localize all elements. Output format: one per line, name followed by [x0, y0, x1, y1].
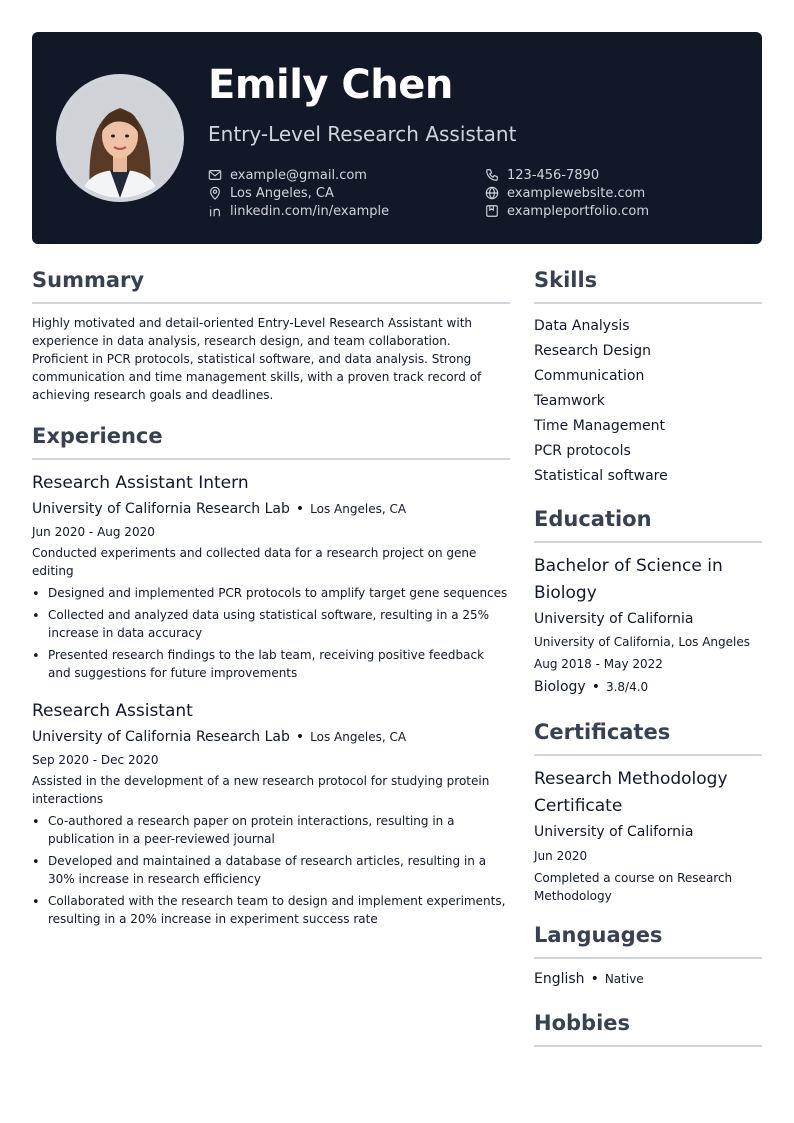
skills-section	[534, 268, 762, 489]
contact-website-text: examplewebsite.com	[507, 185, 646, 201]
contact-portfolio-text: exampleportfolio.com	[507, 203, 649, 219]
skills-heading: Skills	[534, 268, 762, 304]
certificate-name: Research Methodology Certificate	[534, 769, 728, 816]
skill-item: Data Analysis	[534, 318, 630, 334]
job-bullets	[32, 812, 510, 928]
skill-item: PCR protocols	[534, 443, 631, 459]
education-gpa: 3.8/4.0	[605, 680, 649, 694]
left-column	[32, 268, 510, 932]
job-entry	[32, 472, 510, 682]
languages-heading: Languages	[534, 923, 762, 959]
contact-linkedin-text: linkedin.com/in/example	[230, 203, 390, 219]
skill-item: Research Design	[534, 343, 652, 359]
contact-location-text: Los Angeles, CA	[230, 185, 334, 201]
skill-item: Time Management	[534, 418, 665, 434]
job-dates: Jun 2020 - Aug 2020	[32, 525, 155, 539]
job-bullet: • Designed and implemented PCR protocols to amplify target gene sequences	[32, 584, 510, 602]
skill-item: Teamwork	[534, 393, 605, 409]
language-name: English	[534, 971, 585, 987]
degree-title: Bachelor of Science in Biology	[534, 556, 723, 603]
job-org: University of California Research Lab	[32, 729, 290, 745]
contact-linkedin[interactable]	[208, 202, 389, 220]
job-title: Research Assistant	[32, 701, 193, 721]
experience-section	[32, 424, 510, 928]
job-entry	[32, 700, 510, 928]
certificate-issuer: University of California	[534, 824, 694, 840]
job-description: Conducted experiments and collected data for a research project on gene editing	[32, 546, 477, 578]
linkedin-icon	[208, 204, 222, 218]
skills-list	[534, 314, 762, 489]
job-org-line	[32, 500, 510, 518]
separator-dot: •	[295, 501, 305, 517]
contact-portfolio[interactable]	[485, 202, 649, 220]
contact-email-text: example@gmail.com	[230, 167, 367, 183]
location-pin-icon	[208, 186, 222, 200]
portfolio-icon	[485, 204, 499, 218]
job-bullet: • Collected and analyzed data using statistical software, resulting in a 25% increase in data accuracy	[32, 606, 510, 642]
job-location: Los Angeles, CA	[310, 502, 407, 516]
certificates-heading: Certificates	[534, 720, 762, 756]
candidate-name: Emily Chen	[208, 62, 453, 108]
skill-item: Communication	[534, 368, 645, 384]
certificate-date: Jun 2020	[534, 849, 588, 863]
contact-email[interactable]	[208, 166, 367, 184]
language-item	[534, 969, 762, 989]
job-bullets	[32, 584, 510, 682]
experience-heading: Experience	[32, 424, 510, 460]
separator-dot: •	[590, 971, 599, 987]
mail-icon	[208, 168, 222, 182]
globe-icon	[485, 186, 499, 200]
separator-dot: •	[295, 729, 305, 745]
job-title: Research Assistant Intern	[32, 473, 249, 493]
summary-section	[32, 268, 510, 404]
summary-text: Highly motivated and detail-oriented Entry-Level Research Assistant with experience in data analysis, research design, and team collaboration. Proficient in PCR protocols, statistical software, and data analysis. Strong communication and time management skills, with a proven track record of achieving research goals and deadlines.	[32, 316, 482, 402]
job-bullet: • Co-authored a research paper on protein interactions, resulting in a publication in a peer-reviewed journal	[32, 812, 510, 848]
contact-location	[208, 184, 334, 202]
hobbies-section	[534, 1011, 762, 1047]
summary-heading: Summary	[32, 268, 510, 304]
right-column	[534, 268, 762, 1057]
candidate-role: Entry-Level Research Assistant	[208, 122, 517, 146]
school-location: University of California, Los Angeles	[534, 635, 751, 649]
education-section	[534, 507, 762, 696]
profile-photo	[56, 74, 184, 202]
contact-phone-text: 123-456-7890	[507, 167, 600, 183]
job-org: University of California Research Lab	[32, 501, 290, 517]
job-bullet: • Presented research findings to the lab team, receiving positive feedback and suggestions for future improvements	[32, 646, 510, 682]
education-dates: Aug 2018 - May 2022	[534, 657, 663, 671]
certificates-section	[534, 720, 762, 905]
contact-phone[interactable]	[485, 166, 599, 184]
job-org-line	[32, 728, 510, 746]
job-location: Los Angeles, CA	[310, 730, 407, 744]
phone-icon	[485, 168, 499, 182]
job-dates: Sep 2020 - Dec 2020	[32, 753, 159, 767]
school-name: University of California	[534, 611, 694, 627]
language-level: Native	[604, 972, 644, 986]
certificate-description: Completed a course on Research Methodology	[534, 871, 733, 903]
languages-section	[534, 923, 762, 989]
resume-header	[32, 32, 762, 244]
education-field-line	[534, 678, 762, 696]
separator-dot: •	[591, 679, 600, 695]
contact-website[interactable]	[485, 184, 645, 202]
skill-item: Statistical software	[534, 468, 668, 484]
job-bullet: • Collaborated with the research team to design and implement experiments, resulting in a 20% increase in experiment success rate	[32, 892, 510, 928]
hobbies-heading: Hobbies	[534, 1011, 762, 1047]
job-bullet: • Developed and maintained a database of research articles, resulting in a 30% increase in research efficiency	[32, 852, 510, 888]
education-field: Biology	[534, 679, 586, 695]
job-description: Assisted in the development of a new research protocol for studying protein interactions	[32, 774, 490, 806]
education-heading: Education	[534, 507, 762, 543]
